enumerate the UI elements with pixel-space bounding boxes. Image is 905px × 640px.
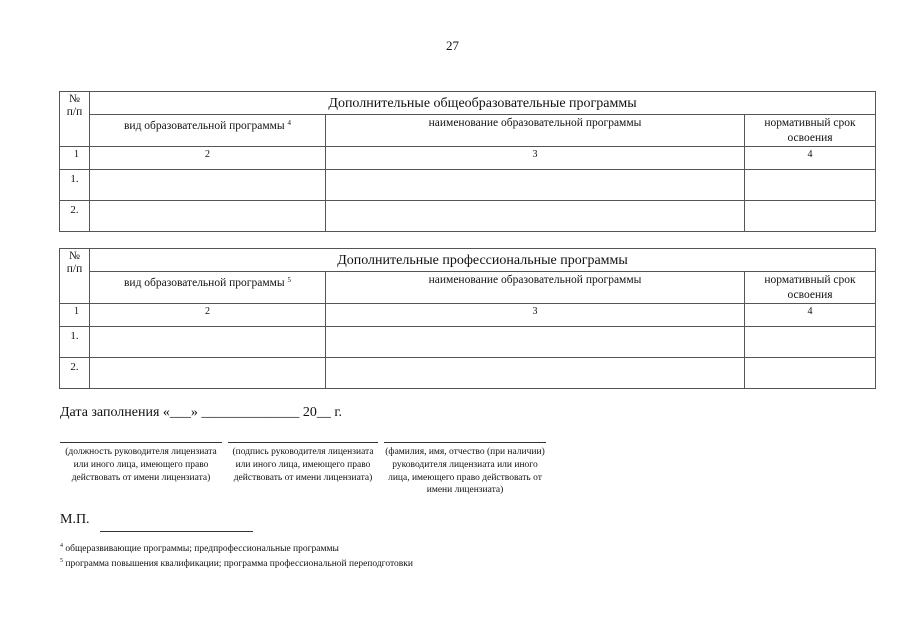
term-cell[interactable] bbox=[745, 201, 876, 232]
column-header-row bbox=[60, 272, 876, 304]
column-index-row bbox=[60, 304, 876, 327]
position-caption: (должность руководителя лицензиата или иного лица, имеющего право действовать от имени лицензиата) bbox=[65, 447, 217, 483]
term-header: нормативный срок освоения bbox=[745, 272, 876, 304]
term-cell[interactable] bbox=[745, 327, 876, 358]
index-cell: 1 bbox=[60, 304, 90, 327]
term-cell[interactable] bbox=[745, 170, 876, 201]
index-cell: 1 bbox=[60, 147, 90, 170]
index-cell: 4 bbox=[745, 304, 876, 327]
row-number: 2. bbox=[60, 201, 90, 232]
table-header-row bbox=[60, 92, 876, 115]
footnote-ref: 4 bbox=[287, 119, 291, 127]
program-type-cell[interactable] bbox=[90, 358, 326, 389]
footnote-mark: 5 bbox=[60, 558, 63, 564]
general-programs-table bbox=[59, 91, 876, 232]
term-cell[interactable] bbox=[745, 358, 876, 389]
index-cell: 2 bbox=[90, 304, 326, 327]
program-type-cell[interactable] bbox=[90, 327, 326, 358]
program-name-cell[interactable] bbox=[326, 170, 745, 201]
footnote-text: общеразвивающие программы; предпрофессиональные программы bbox=[65, 544, 339, 554]
program-name-cell[interactable] bbox=[326, 201, 745, 232]
index-cell: 3 bbox=[326, 304, 745, 327]
program-type-header bbox=[90, 115, 326, 147]
number-header: № п/п bbox=[60, 92, 90, 147]
footnote bbox=[60, 540, 413, 555]
footnote-ref: 5 bbox=[287, 276, 291, 284]
program-name-cell[interactable] bbox=[326, 358, 745, 389]
sign-signature-line[interactable] bbox=[228, 442, 378, 443]
footnotes bbox=[60, 540, 413, 570]
table-row bbox=[60, 201, 876, 232]
program-type-header bbox=[90, 272, 326, 304]
table-title: Дополнительные профессиональные программы bbox=[90, 249, 876, 272]
index-cell: 2 bbox=[90, 147, 326, 170]
program-type-label: вид образовательной программы bbox=[123, 277, 285, 289]
row-number: 2. bbox=[60, 358, 90, 389]
professional-programs-table bbox=[59, 248, 876, 389]
program-type-cell[interactable] bbox=[90, 170, 326, 201]
index-cell: 4 bbox=[745, 147, 876, 170]
table-header-row bbox=[60, 249, 876, 272]
position-signature-line[interactable] bbox=[60, 442, 222, 443]
stamp-line bbox=[100, 531, 253, 532]
fill-date-line[interactable]: Дата заполнения «___» ______________ 20__ г. bbox=[60, 405, 343, 420]
footnote bbox=[60, 555, 413, 570]
program-name-header: наименование образовательной программы bbox=[326, 272, 745, 304]
row-number: 1. bbox=[60, 170, 90, 201]
table-row bbox=[60, 170, 876, 201]
table-row bbox=[60, 358, 876, 389]
stamp-label: М.П. bbox=[60, 512, 90, 527]
row-number: 1. bbox=[60, 327, 90, 358]
program-type-label: вид образовательной программы bbox=[123, 120, 285, 132]
term-header: нормативный срок освоения bbox=[745, 115, 876, 147]
column-index-row bbox=[60, 147, 876, 170]
table-title: Дополнительные общеобразовательные программы bbox=[90, 92, 876, 115]
program-name-cell[interactable] bbox=[326, 327, 745, 358]
index-cell: 3 bbox=[326, 147, 745, 170]
number-header: № п/п bbox=[60, 249, 90, 304]
column-header-row bbox=[60, 115, 876, 147]
name-caption: (фамилия, имя, отчество (при наличии) руководителя лицензиата или иного лица, имеющего право действовать от имени лицензиата) bbox=[385, 447, 545, 496]
footnote-mark: 4 bbox=[60, 543, 63, 549]
table-row bbox=[60, 327, 876, 358]
footnote-text: программа повышения квалификации; программа профессиональной переподготовки bbox=[65, 559, 413, 569]
page-number: 27 bbox=[446, 38, 459, 53]
program-type-cell[interactable] bbox=[90, 201, 326, 232]
program-name-header: наименование образовательной программы bbox=[326, 115, 745, 147]
sign-caption: (подпись руководителя лицензиата или иного лица, имеющего право действовать от имени лицензиата) bbox=[232, 447, 374, 483]
name-signature-line[interactable] bbox=[384, 442, 546, 443]
